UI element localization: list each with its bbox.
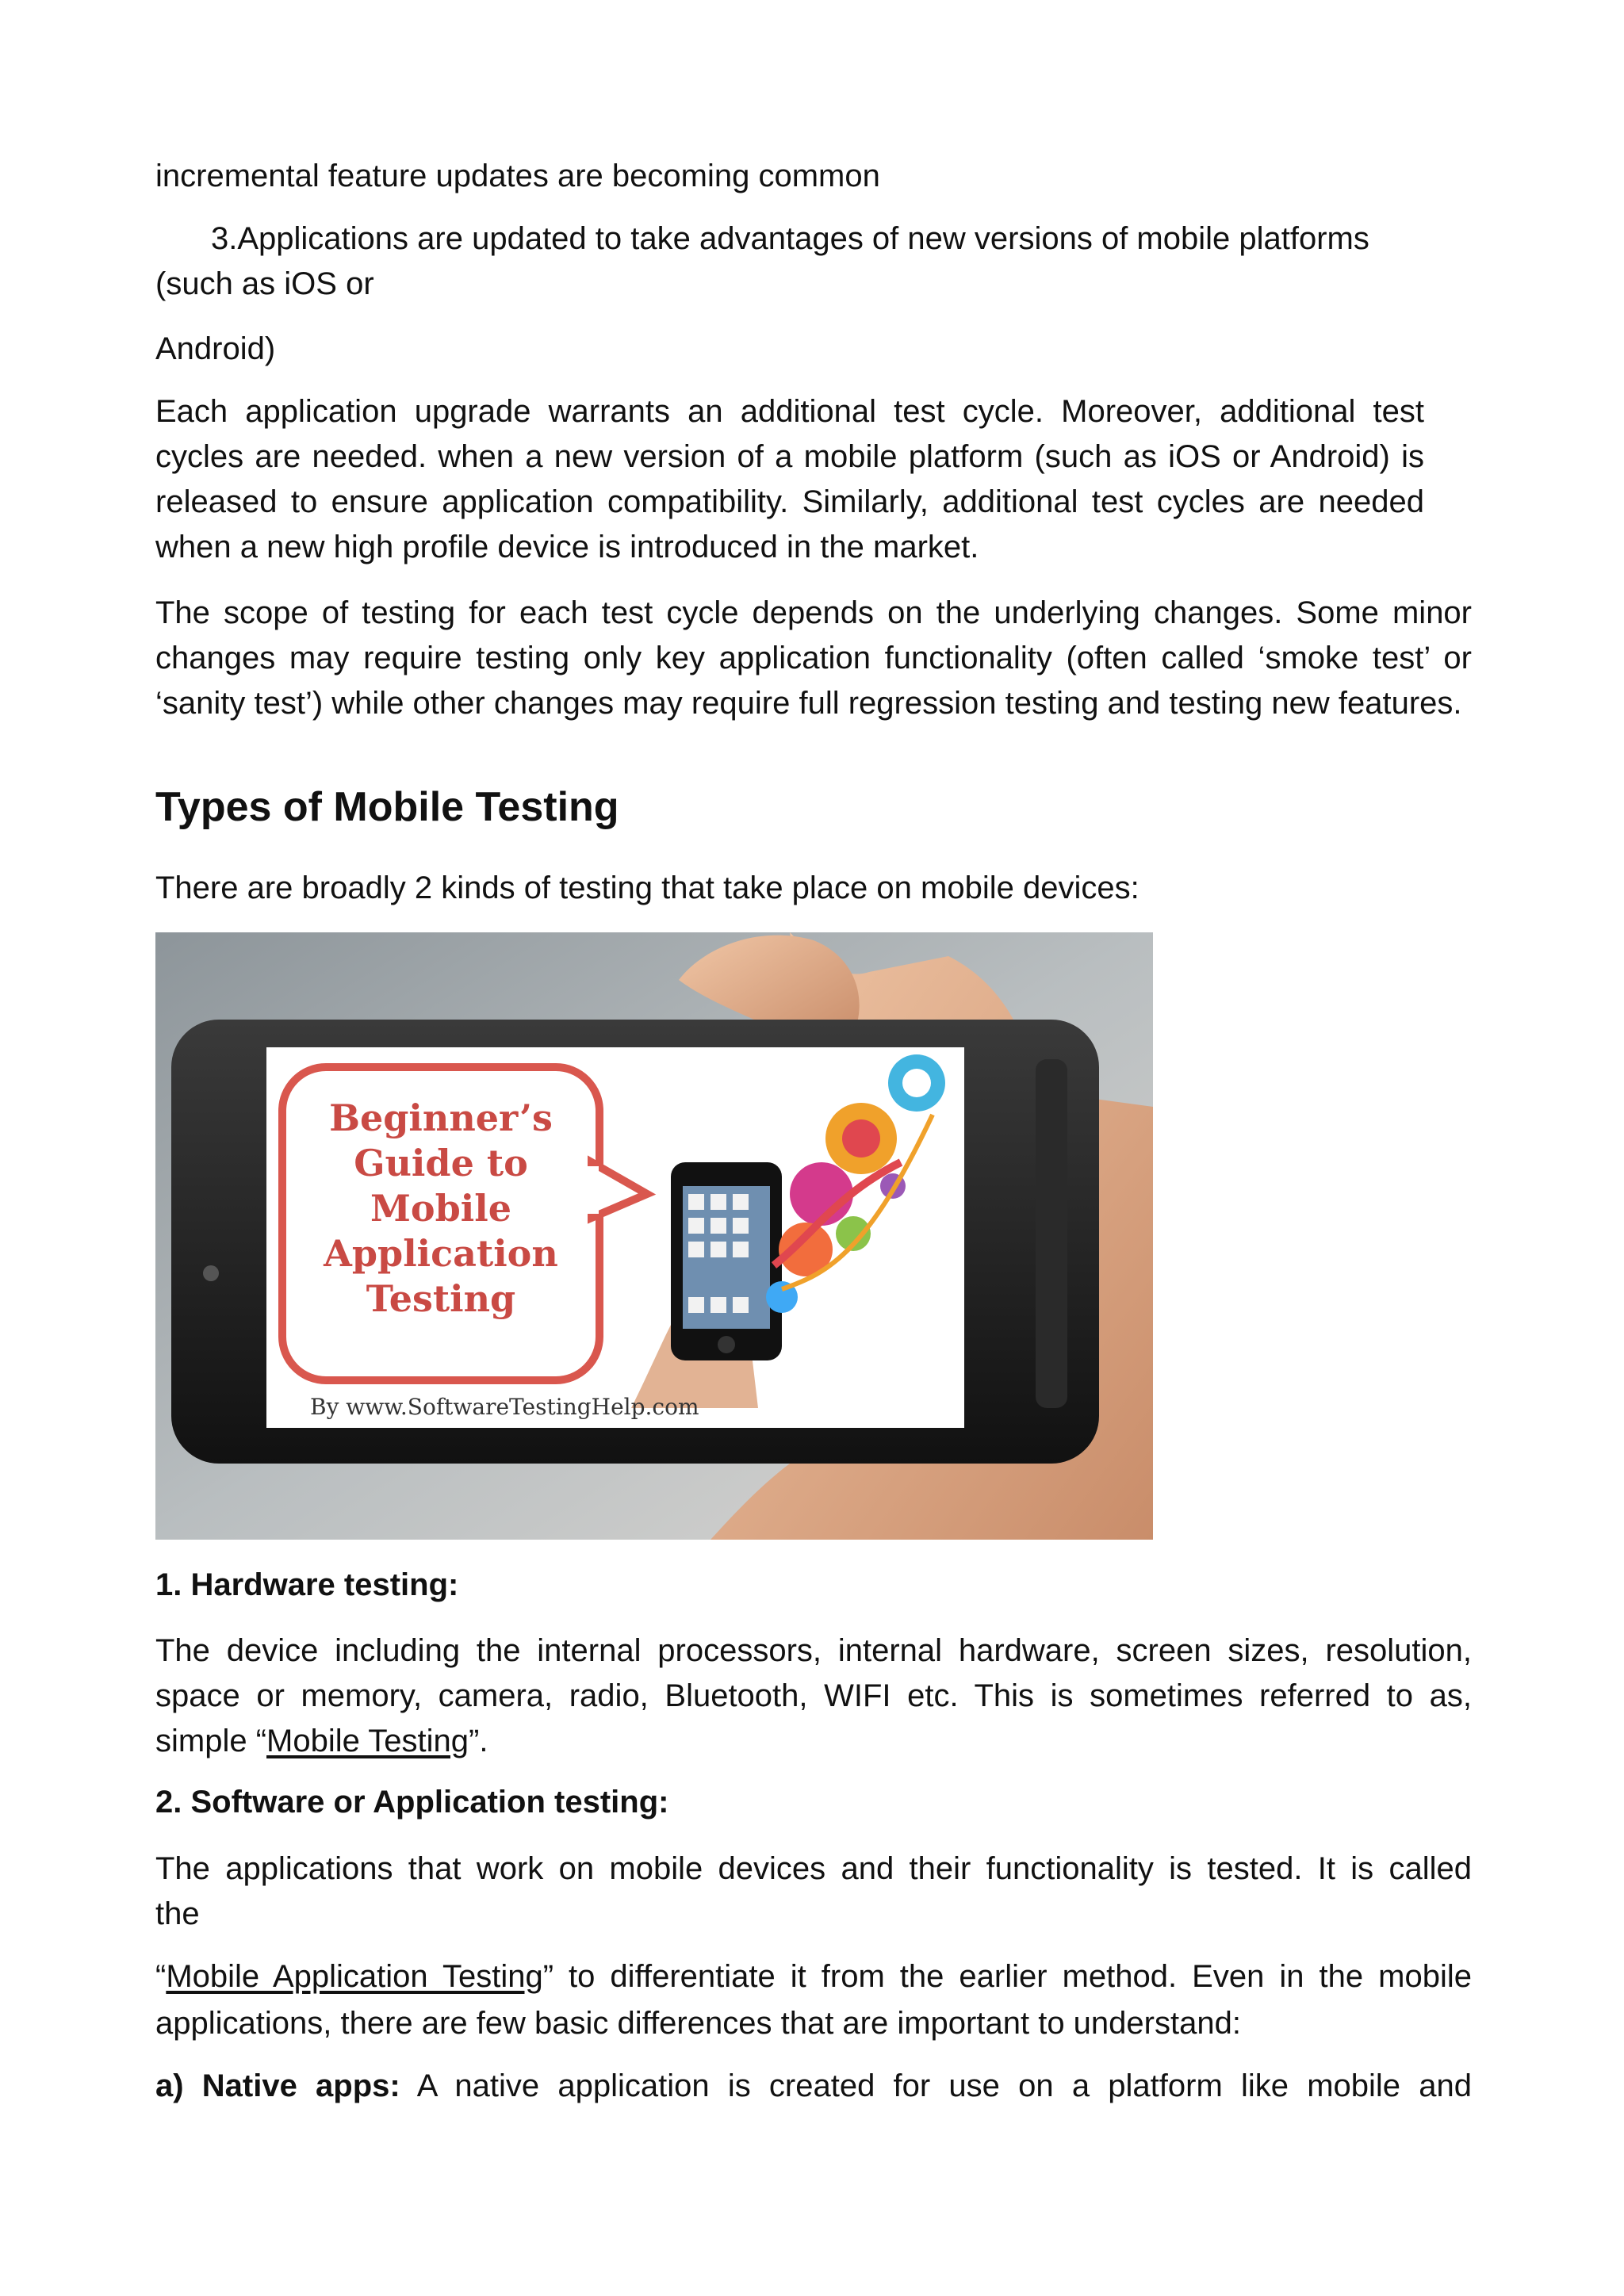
- bubble-line-1: Beginner’s: [329, 1096, 553, 1139]
- native-apps-line: a) Native apps: A native application is created for use on a platform like mobile and: [155, 2068, 1473, 2103]
- mobile-app-testing-line-2: applications, there are few basic differences that are important to understand:: [155, 2006, 1241, 2041]
- mobile-app-testing-line-1: “Mobile Application Testing” to differentiate it from the earlier method. Even in the mobile: [155, 1959, 1472, 1994]
- list-item-3: 3.Applications are updated to take advantages of new versions of mobile platforms: [211, 221, 1369, 256]
- hardware-testing-heading: 1. Hardware testing:: [155, 1567, 459, 1602]
- text-line: incremental feature updates are becoming common: [155, 159, 880, 193]
- image-byline: By www.SoftwareTestingHelp.com: [310, 1394, 699, 1420]
- bubble-line-3: Mobile: [370, 1187, 511, 1230]
- mobile-testing-link[interactable]: Mobile Testing: [266, 1724, 469, 1758]
- mobile-testing-illustration: [155, 932, 1153, 1540]
- text-line: Android): [155, 331, 276, 366]
- hardware-testing-text: The device including the internal processors, internal hardware, screen sizes, resolution, space or memory, camera, radio, Bluetooth, WIFI etc. This is sometimes referred to as,: [155, 1633, 1472, 1713]
- bubble-line-5: Testing: [366, 1277, 516, 1320]
- software-testing-line-2: the: [155, 1896, 200, 1931]
- bubble-line-4: Application: [324, 1232, 558, 1275]
- software-testing-line-1: The applications that work on mobile devices and their functionality is tested. It is called: [155, 1851, 1472, 1886]
- paragraph-scope-of-testing: The scope of testing for each test cycle depends on the underlying changes. Some minor changes may require testing only key application functionality (often called ‘smoke test’ or ‘sanity test’) while other changes may require full regression testing and testing new features.: [155, 595, 1472, 721]
- text-line: (such as iOS or: [155, 266, 374, 301]
- software-testing-heading: 2. Software or Application testing:: [155, 1785, 669, 1820]
- paragraph-upgrade-cycles: Each application upgrade warrants an additional test cycle. Moreover, additional test cycles are needed. when a new version of a mobile platform (such as iOS or Android) is released to ensure application compatibility. Similarly, additional test cycles are needed when a new high profile device is introduced in the market.: [155, 394, 1424, 564]
- native-apps-label: a) Native apps:: [155, 2068, 400, 2103]
- mobile-application-testing-link[interactable]: Mobile Application Testing: [166, 1959, 543, 1994]
- bubble-line-2: Guide to: [354, 1142, 528, 1184]
- intro-text: There are broadly 2 kinds of testing that take place on mobile devices:: [155, 871, 1139, 905]
- hardware-testing-last-line: simple “Mobile Testing”.: [155, 1724, 488, 1758]
- section-heading: Types of Mobile Testing: [155, 784, 619, 830]
